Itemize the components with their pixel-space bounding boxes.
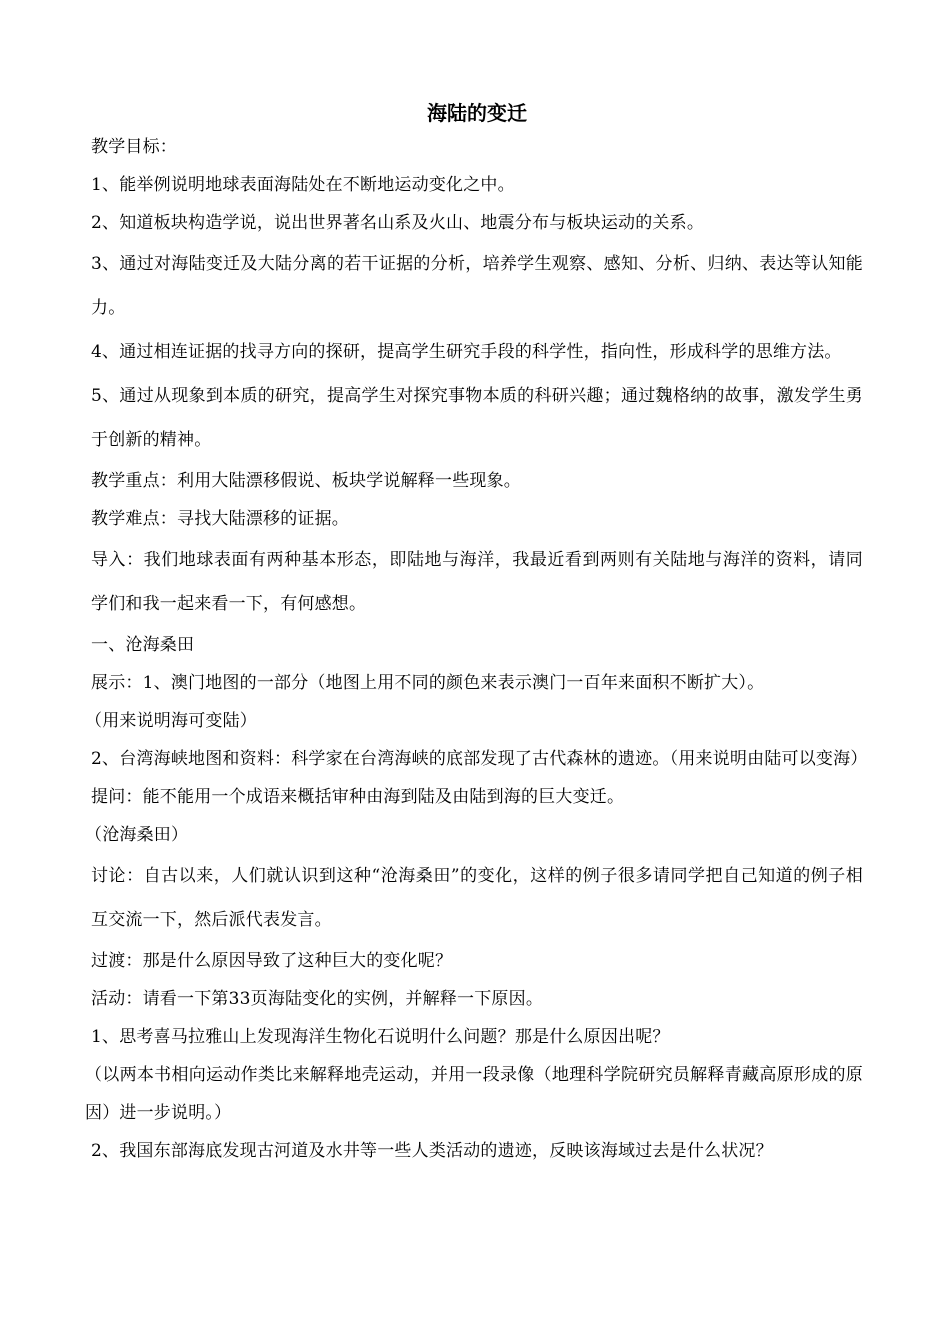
document-page [85, 100, 868, 1170]
paragraph: 3、通过对海陆变迁及大陆分离的若干证据的分析，培养学生观察、感知、分析、归纳、表达等认知能力。 [91, 254, 863, 318]
section-heading: 一、沧海桑田 [91, 635, 195, 655]
paragraph: 1、思考喜马拉雅山上发现海洋生物化石说明什么问题？那是什么原因出呢？ [91, 1027, 670, 1047]
document-title: 海陆的变迁 [427, 101, 527, 125]
paragraph: 提问：能不能用一个成语来概括审种由海到陆及由陆到海的巨大变迁。 [91, 787, 625, 807]
paragraph: 教学目标： [91, 137, 177, 157]
paragraph: 导入：我们地球表面有两种基本形态，即陆地与海洋，我最近看到两则有关陆地与海洋的资料，请同学们和我一起来看一下，有何感想。 [91, 550, 863, 614]
paragraph: （以两本书相向运动作类比来解释地壳运动，并用一段录像（地理科学院研究员解释青藏高原形成的原因）进一步说明。） [85, 1065, 863, 1123]
paragraph: 教学难点：寻找大陆漂移的证据。 [91, 509, 349, 529]
paragraph: 2、我国东部海底发现古河道及水井等一些人类活动的遗迹，反映该海域过去是什么状况？ [91, 1141, 773, 1161]
paragraph: 4、通过相连证据的找寻方向的探研，提高学生研究手段的科学性，指向性，形成科学的思维方法。 [91, 342, 842, 362]
paragraph: 1、能举例说明地球表面海陆处在不断地运动变化之中。 [91, 175, 515, 195]
paragraph: （用来说明海可变陆） [85, 711, 257, 731]
paragraph: 2、知道板块构造学说，说出世界著名山系及火山、地震分布与板块运动的关系。 [91, 213, 705, 233]
paragraph: 讨论：自古以来，人们就认识到这种“沧海桑田”的变化，这样的例子很多请同学把自己知道的例子相互交流一下，然后派代表发言。 [91, 866, 863, 930]
paragraph: 展示：1、澳门地图的一部分（地图上用不同的颜色来表示澳门一百年来面积不断扩大）。 [91, 673, 765, 693]
paragraph: （沧海桑田） [85, 825, 189, 845]
paragraph: 过渡：那是什么原因导致了这种巨大的变化呢？ [91, 951, 453, 971]
paragraph: 5、通过从现象到本质的研究，提高学生对探究事物本质的科研兴趣；通过魏格纳的故事，激发学生勇于创新的精神。 [91, 386, 863, 450]
paragraph: 教学重点：利用大陆漂移假说、板块学说解释一些现象。 [91, 471, 521, 491]
document-body [85, 128, 868, 1170]
paragraph: 2、台湾海峡地图和资料：科学家在台湾海峡的底部发现了古代森林的遗迹。（用来说明由陆可以变海） [91, 749, 868, 769]
paragraph: 活动：请看一下第33页海陆变化的实例，并解释一下原因。 [91, 989, 544, 1009]
